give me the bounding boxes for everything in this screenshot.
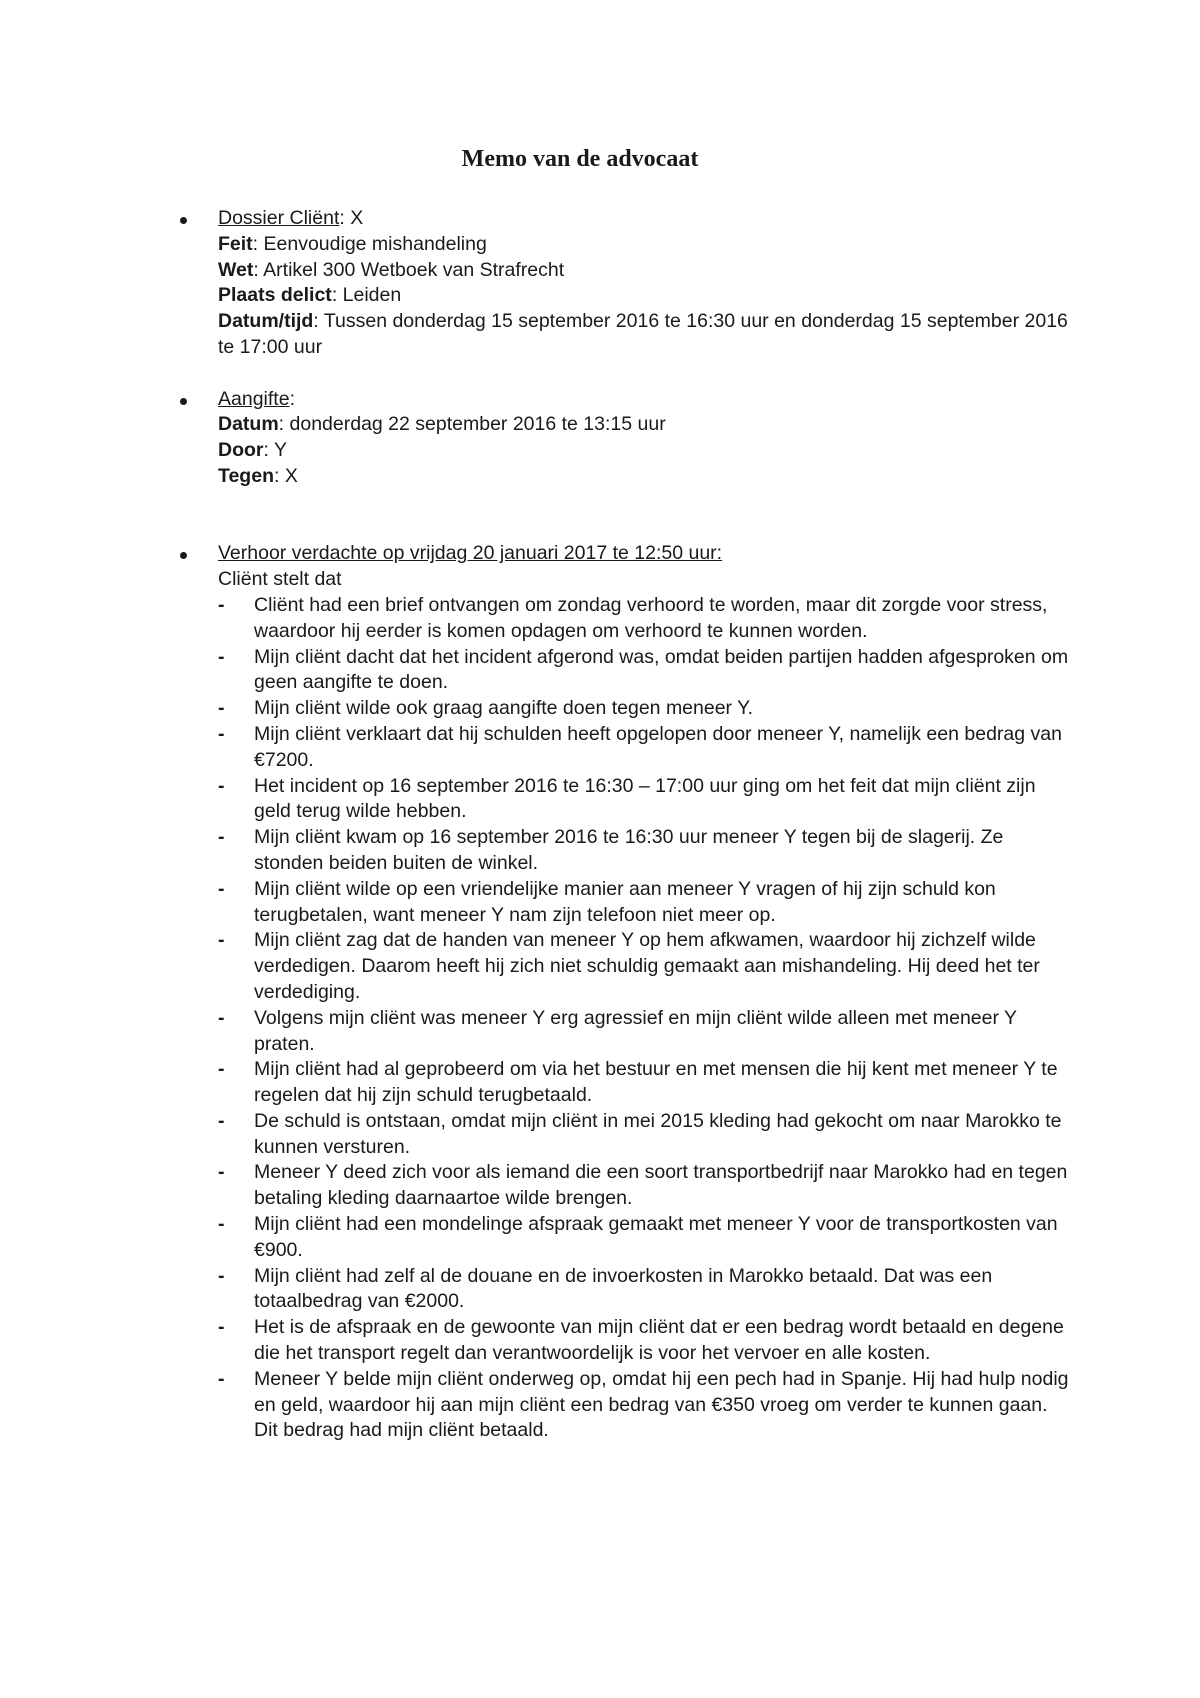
list-item-text: Cliënt had een brief ontvangen om zondag verhoord te worden, maar dit zorgde voor stress, waardoor hij eerder is komen opdagen om verhoord te kunnen worden. [254,593,1048,642]
dash-icon: - [218,826,225,849]
dossier-heading-value: : X [339,207,364,229]
dash-icon: - [218,645,225,668]
list-item [218,1109,1070,1161]
dossier-heading-line [218,206,1070,232]
field-value: : donderdag 22 september 2016 te 13:15 uur [278,413,666,436]
dossier-field-datum [218,309,1070,361]
list-item-text: Mijn cliënt had een mondelinge afspraak gemaakt met meneer Y voor de transportkosten van €900. [254,1213,1058,1261]
field-label: Datum [218,413,279,436]
dossier-field-wet [218,258,1070,284]
dash-icon: - [218,774,225,797]
list-item-text: Mijn cliënt had zelf al de douane en de invoerkosten in Marokko betaald. Dat was een totaalbedrag van €2000. [254,1264,993,1313]
list-item [218,774,1070,826]
verhoor-section [180,541,1070,1444]
field-value: : Eenvoudige mishandeling [252,232,487,255]
bullet-icon [180,398,187,405]
page-title: Memo van de advocaat [461,146,699,172]
list-item-text: Volgens mijn cliënt was meneer Y erg agressief en mijn cliënt wilde alleen met meneer Y praten. [254,1006,1017,1055]
list-item [218,1212,1070,1264]
aangifte-field-datum [218,412,1070,438]
verhoor-list [218,593,1070,1444]
field-value: : X [273,464,298,487]
list-item-text: Mijn cliënt wilde ook graag aangifte doen tegen meneer Y. [254,697,754,720]
dossier-heading: Dossier Cliënt [218,207,340,229]
dash-icon: - [218,697,225,720]
list-item-text: Meneer Y deed zich voor als iemand die een soort transportbedrijf naar Marokko had en tegen betaling kleding daarnaartoe wilde brengen. [254,1161,1068,1210]
list-item [218,928,1070,1005]
field-label: Datum/tijd [218,310,314,333]
list-item [218,1264,1070,1316]
dash-icon: - [218,1367,225,1390]
list-item [218,877,1070,929]
aangifte-field-door [218,438,1070,464]
aangifte-heading: Aangifte [218,387,290,410]
list-item-text: Meneer Y belde mijn cliënt onderweg op, omdat hij een pech had in Spanje. Hij had hulp nodig en geld, waardoor hij aan mijn cliënt een bedrag van €350 vroeg om verder te kunnen gaan. Dit bedrag had mijn cliënt betaald. [254,1367,1069,1442]
aangifte-heading-line [218,387,1070,413]
list-item-text: Mijn cliënt kwam op 16 september 2016 te 16:30 uur meneer Y tegen bij de slagerij. Ze stonden beiden buiten de winkel. [254,826,1004,874]
list-item-text: Het is de afspraak en de gewoonte van mijn cliënt dat er een bedrag wordt betaald en degene die het transport regelt dan verantwoordelijk is voor het vervoer en alle kosten. [254,1316,1064,1365]
dash-icon: - [218,1161,225,1184]
field-label: Plaats delict [218,284,332,307]
dash-icon: - [218,1006,225,1029]
list-item-text: Mijn cliënt wilde op een vriendelijke manier aan meneer Y vragen of hij zijn schuld kon terugbetalen, want meneer Y nam zijn telefoon niet meer op. [254,877,996,926]
verhoor-heading: Verhoor verdachte op vrijdag 20 januari 2017 te 12:50 uur: [218,542,723,565]
dash-icon: - [218,1316,225,1339]
field-label: Tegen [218,464,274,487]
dossier-field-feit [218,232,1070,258]
dash-icon: - [218,1213,225,1236]
dash-icon: - [218,1264,225,1287]
list-item [218,645,1070,697]
bullet-icon [180,217,187,224]
list-item [218,825,1070,877]
field-label: Door [218,439,264,462]
field-label: Wet [218,258,254,281]
dash-icon: - [218,722,225,745]
dash-icon: - [218,1058,225,1081]
list-item [218,696,1070,722]
list-item-text: Mijn cliënt had al geprobeerd om via het bestuur en met mensen die hij kent met meneer Y te regelen dat hij zijn schuld terugbetaald. [254,1058,1058,1107]
aangifte-heading-suffix: : [289,387,295,410]
field-value: : Artikel 300 Wetboek van Strafrecht [253,258,565,281]
dash-icon: - [218,929,225,952]
list-item [218,1057,1070,1109]
field-value: : Leiden [331,284,402,307]
bullet-icon [180,552,187,559]
verhoor-intro: Cliënt stelt dat [218,568,342,591]
list-item-text: Mijn cliënt zag dat de handen van meneer Y op hem afkwamen, waardoor hij zichzelf wilde verdedigen. Daarom heeft hij zich niet schuldig gemaakt aan mishandeling. Hij deed het ter verdediging. [254,929,1040,1003]
list-item-text: Mijn cliënt verklaart dat hij schulden heeft opgelopen door meneer Y, namelijk een bedrag van €7200. [254,722,1062,771]
aangifte-field-tegen [218,464,1070,490]
dash-icon: - [218,1109,225,1132]
dash-icon: - [218,877,225,900]
field-value: : Tussen donderdag 15 september 2016 te 16:30 uur en donderdag 15 september 2016 te 17:00 uur [218,310,1068,358]
list-item [218,1006,1070,1058]
list-item-text: Het incident op 16 september 2016 te 16:30 – 17:00 uur ging om het feit dat mijn cliënt zijn geld terug wilde hebben. [254,774,1036,823]
field-label: Feit [218,232,253,255]
aangifte-section [180,387,1070,490]
list-item-text: De schuld is ontstaan, omdat mijn cliënt in mei 2015 kleding had gekocht om naar Marokko te kunnen versturen. [254,1109,1062,1158]
dash-icon: - [218,593,225,616]
dossier-field-plaats [218,283,1070,309]
list-item-text: Mijn cliënt dacht dat het incident afgerond was, omdat beiden partijen hadden afgesproken om geen aangifte te doen. [254,645,1069,694]
list-item [218,1367,1070,1444]
list-item [218,1315,1070,1367]
dossier-section [180,206,1070,361]
list-item [218,1160,1070,1212]
field-value: : Y [263,439,287,462]
list-item [218,722,1070,774]
memo-content [180,206,1070,1444]
list-item [218,593,1070,645]
